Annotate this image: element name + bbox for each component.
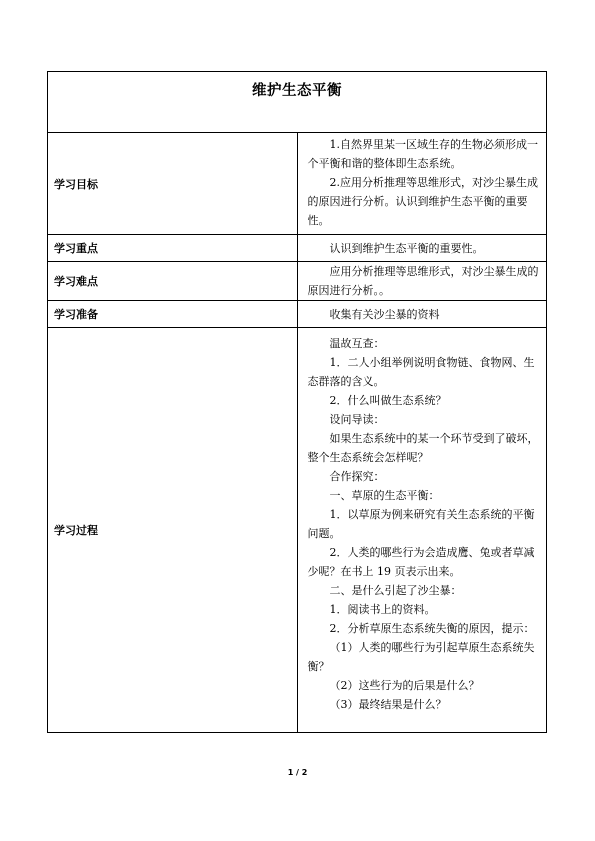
process-line: （3）最终结果是什么？ bbox=[329, 698, 447, 711]
process-line: （2）这些行为的后果是什么？ bbox=[329, 679, 480, 692]
content-preparation bbox=[297, 301, 547, 328]
content-learning-process bbox=[297, 328, 547, 733]
content-difficulties bbox=[297, 262, 547, 301]
label-preparation: 学习准备 bbox=[48, 301, 298, 328]
process-line: 设问导读： bbox=[329, 413, 385, 426]
title-cell bbox=[48, 72, 547, 133]
process-line: 2．分析草原生态系统失衡的原因，提示： bbox=[329, 622, 535, 635]
process-line: 合作探究： bbox=[329, 470, 385, 483]
process-line: 1．阅读书上的资料。 bbox=[329, 603, 436, 616]
title-row bbox=[48, 72, 547, 133]
row-difficulties bbox=[48, 262, 547, 301]
process-line: 一、草原的生态平衡： bbox=[329, 489, 440, 502]
page-number: 1 / 2 bbox=[287, 768, 308, 777]
row-preparation bbox=[48, 301, 547, 328]
label-learning-goals: 学习目标 bbox=[48, 133, 298, 235]
row-learning-process bbox=[48, 328, 547, 733]
process-line: （1）人类的哪些行为引起草原生态系统失衡？ bbox=[307, 641, 535, 673]
content-learning-goals bbox=[297, 133, 547, 235]
process-line: 2．什么叫做生态系统？ bbox=[329, 394, 447, 407]
process-line: 1．以草原为例来研究有关生态系统的平衡问题。 bbox=[307, 508, 535, 540]
label-learning-process: 学习过程 bbox=[48, 328, 298, 733]
document-title: 维护生态平衡 bbox=[252, 83, 342, 99]
goal-paragraph-1: 1.自然界里某一区域生存的生物必须形成一个平衡和谐的整体即生态系统。 bbox=[307, 138, 538, 170]
process-line: 2．人类的哪些行为会造成鹰、兔或者草减少呢？在书上 19 页表示出来。 bbox=[307, 546, 535, 578]
difficulties-text: 应用分析推理等思维形式，对沙尘暴生成的原因进行分析。。 bbox=[307, 265, 539, 297]
process-line: 二、是什么引起了沙尘暴： bbox=[329, 584, 462, 597]
key-points-text: 认识到维护生态平衡的重要性。 bbox=[329, 241, 484, 255]
preparation-text: 收集有关沙尘暴的资料 bbox=[329, 307, 440, 321]
row-learning-goals bbox=[48, 133, 547, 235]
process-line: 1．二人小组举例说明食物链、食物网、生态群落的含义。 bbox=[307, 356, 535, 388]
goal-paragraph-2: 2.应用分析推理等思维形式，对沙尘暴生成的原因进行分析。认识到维护生态平衡的重要性。 bbox=[307, 176, 538, 227]
lesson-plan-table bbox=[47, 71, 547, 733]
label-key-points: 学习重点 bbox=[48, 235, 298, 262]
label-difficulties: 学习难点 bbox=[48, 262, 298, 301]
process-line: 如果生态系统中的某一个环节受到了破坏，整个生态系统会怎样呢？ bbox=[307, 432, 539, 464]
process-line: 温故互查： bbox=[329, 337, 385, 350]
content-key-points bbox=[297, 235, 547, 262]
row-key-points bbox=[48, 235, 547, 262]
